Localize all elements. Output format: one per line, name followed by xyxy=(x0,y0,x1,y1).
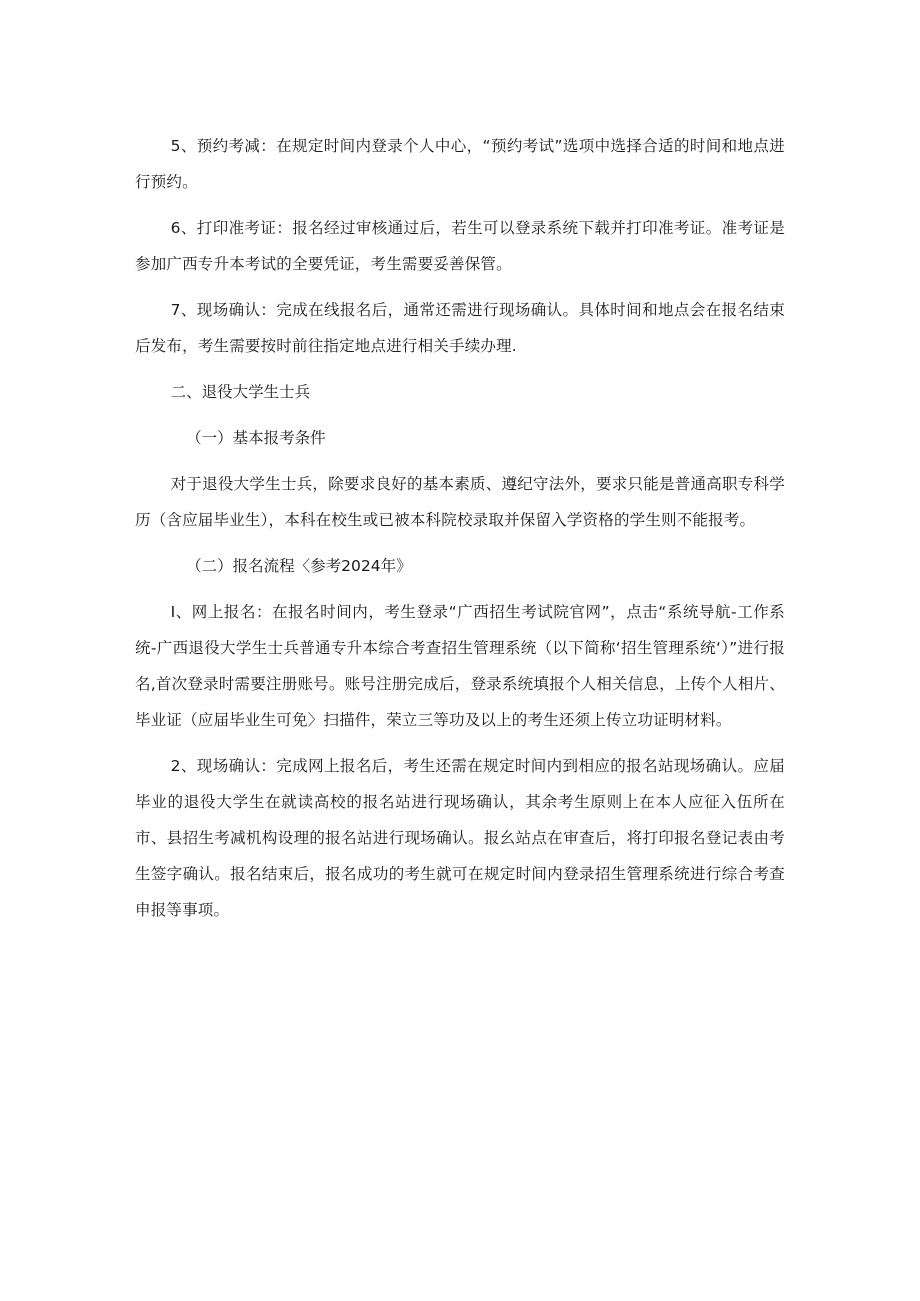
subheading-basic-conditions: （一）基本报考条件 xyxy=(186,429,326,447)
subheading-registration-process: （二）报名流程〈参考2024年》 xyxy=(186,557,412,575)
paragraph-step-7: 7、现场确认：完成在线报名后，通常还需进行现场确认。具体时间和地点会在报名结束后发布，考生需要按时前往指定地点进行相关手续办理. xyxy=(135,301,785,355)
paragraph-step-6: 6、打印准考证：报名经过审核通过后，若生可以登录系统下载并打印准考证。准考证是参加广西专升本考试的全要凭证，考生需要妥善保管。 xyxy=(135,219,785,273)
paragraph-online-registration: I、网上报名：在报名时间内，考生登录“广西招生考试院官网”，点击“系统导航-工作系统-广西退役大学生士兵普通专升本综合考查招生管理系统（以下简称‘招生管理系统‘）”进行报名,首次登录时需要注册账号。账号注册完成后，登录系统填报个人相关信息，上传个人相片、毕业证（应届毕业生可免〉扫描件，荣立三等功及以上的考生还须上传立功证明材料。 xyxy=(135,603,785,729)
paragraph-conditions: 对于退役大学生士兵，除要求良好的基本素质、遵纪守法外，要求只能是普通高职专科学历（含应届毕业生），本科在校生或已被本科院校录取并保留入学资格的学生则不能报考。 xyxy=(135,475,785,529)
section-heading-retired-soldiers: 二、退役大学生士兵 xyxy=(170,383,311,401)
paragraph-onsite-confirmation: 2、现场确认：完成网上报名后，考生还需在规定时间内到相应的报名站现场确认。应届毕业的退役大学生在就读高校的报名站进行现场确认，其余考生原则上在本人应征入伍所在市、县招生考减机构设理的报名站进行现场确认。报幺站点在审查后，将打印报名登记表由考生签字确认。报名结束后，报名成功的考生就可在规定时间内登录招生管理系统进行综合考查申报等事项。 xyxy=(135,757,785,919)
paragraph-step-5: 5、预约考减：在规定时间内登录个人中心，“预约考试”选项中选择合适的时间和地点进行预约。 xyxy=(135,137,785,191)
